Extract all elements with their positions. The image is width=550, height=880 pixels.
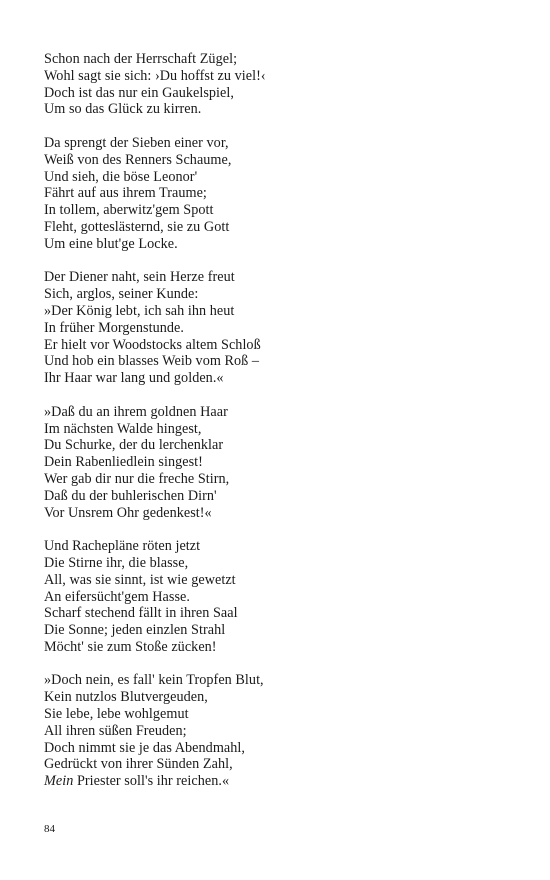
verse-line: Du Schurke, der du lerchenklar <box>44 437 224 454</box>
verse-line: Sich, arglos, seiner Kunde: <box>44 286 199 303</box>
verse-line: Wer gab dir nur die freche Stirn, <box>44 470 230 487</box>
verse-line: All ihren süßen Freuden; <box>44 722 187 739</box>
verse-line: Weiß von des Renners Schaume, <box>44 151 232 168</box>
verse-line: »Doch nein, es fall' kein Tropfen Blut, <box>44 672 264 689</box>
verse-line: In früher Morgenstunde. <box>44 319 184 336</box>
verse-line: Wohl sagt sie sich: ›Du hoffst zu viel!‹ <box>44 67 266 84</box>
verse-line: Und hob ein blasses Weib vom Roß – <box>44 353 260 370</box>
verse-line: Sie lebe, lebe wohlgemut <box>44 706 189 723</box>
page-number: 84 <box>44 823 55 835</box>
verse-line: Und Rachepläne röten jetzt <box>44 538 201 555</box>
poem-body <box>44 51 514 807</box>
verse-line: Und sieh, die böse Leonor' <box>44 168 198 185</box>
verse-line: Schon nach der Herrschaft Zügel; <box>44 51 238 67</box>
stanza-2 <box>44 135 514 253</box>
verse-line: Dein Rabenliedlein singest! <box>44 454 203 471</box>
verse-line: Doch nimmt sie je das Abendmahl, <box>44 739 245 756</box>
verse-line: Im nächsten Walde hingest, <box>44 420 202 437</box>
verse-line: In tollem, aberwitz'gem Spott <box>44 202 214 219</box>
verse-line: Da sprengt der Sieben einer vor, <box>44 134 229 151</box>
verse-line: Ihr Haar war lang und golden.« <box>44 370 224 387</box>
verse-line: Doch ist das nur ein Gaukelspiel, <box>44 84 234 101</box>
verse-line: Scharf stechend fällt in ihren Saal <box>44 605 238 622</box>
verse-line: Um eine blut'ge Locke. <box>44 235 178 252</box>
stanza-6 <box>44 672 514 790</box>
stanza-4 <box>44 404 514 522</box>
verse-line: Fährt auf aus ihrem Traume; <box>44 185 207 202</box>
verse-line: Fleht, gotteslästernd, sie zu Gott <box>44 218 230 235</box>
verse-line: All, was sie sinnt, ist wie gewetzt <box>44 571 236 588</box>
verse-line: Der Diener naht, sein Herze freut <box>44 269 235 286</box>
stanza-3 <box>44 269 514 387</box>
verse-line: Möcht' sie zum Stoße zücken! <box>44 638 217 655</box>
verse-line: An eifersücht'gem Hasse. <box>44 588 190 605</box>
verse-line-italic-start <box>44 773 514 790</box>
verse-line: Kein nutzlos Blutvergeuden, <box>44 689 208 706</box>
verse-line: »Daß du an ihrem goldnen Haar <box>44 403 228 420</box>
verse-line: Gedrückt von ihrer Sünden Zahl, <box>44 756 233 773</box>
stanza-5 <box>44 538 514 656</box>
verse-line: Die Sonne; jeden einzlen Strahl <box>44 622 226 639</box>
verse-line: Die Stirne ihr, die blasse, <box>44 554 189 571</box>
emphasized-word: Mein <box>44 773 74 790</box>
verse-line-rest: Priester soll's ihr reichen.« <box>73 773 230 790</box>
verse-line: Um so das Glück zu kirren. <box>44 101 202 118</box>
verse-line: Vor Unsrem Ohr gedenkest!« <box>44 504 212 521</box>
verse-line: Daß du der buhlerischen Dirn' <box>44 487 217 504</box>
verse-line: »Der König lebt, ich sah ihn heut <box>44 302 235 319</box>
verse-line: Er hielt vor Woodstocks altem Schloß <box>44 336 261 353</box>
stanza-1 <box>44 51 514 118</box>
